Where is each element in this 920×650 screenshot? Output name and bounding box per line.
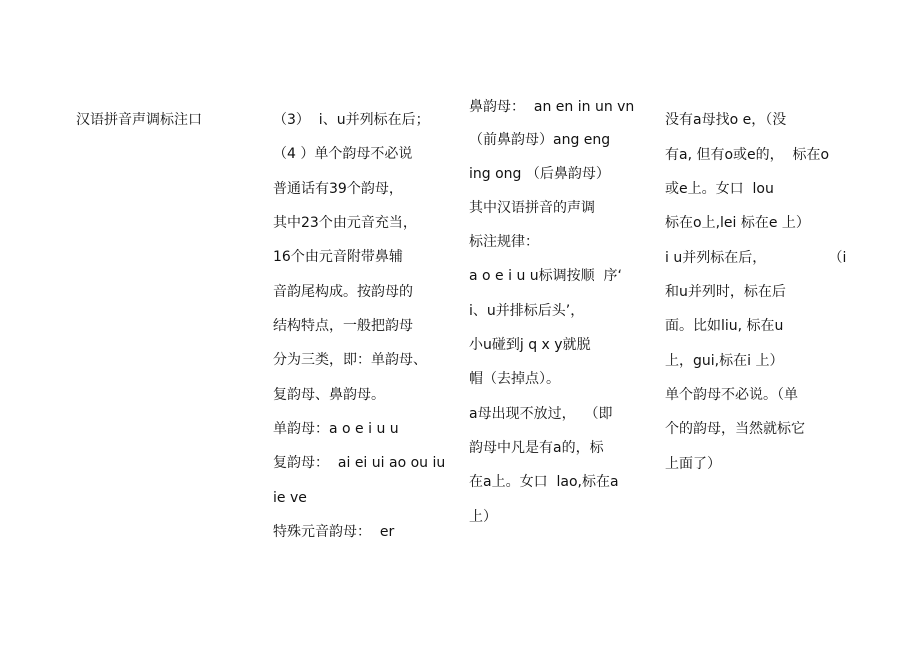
text-line: 在a上。女口 lao,标在a bbox=[469, 474, 619, 490]
text-line: 上） bbox=[469, 509, 497, 525]
text-line: （前鼻韵母）ang eng bbox=[469, 132, 611, 148]
document-title: 汉语拼音声调标注口 bbox=[76, 112, 202, 128]
text-line: （3） i、u并列标在后； bbox=[273, 112, 430, 128]
text-line: 复韵母： ai ei ui ao ou iu bbox=[273, 455, 446, 471]
text-line: 其中23个由元音充当， bbox=[273, 215, 417, 231]
text-line: ing ong （后鼻韵母） bbox=[469, 166, 610, 182]
text-line: 个的韵母，当然就标它 bbox=[665, 421, 805, 437]
text-line: 标在o上,lei 标在e 上） bbox=[665, 215, 810, 231]
text-line: 韵母中凡是有a的，标 bbox=[469, 440, 604, 456]
text-line: 单个韵母不必说。（单 bbox=[665, 387, 798, 403]
text-line: 小u碰到j q x y就脱 bbox=[469, 337, 591, 353]
text-line: ie ve bbox=[273, 490, 307, 506]
text-line: i、u并排标后头’， bbox=[469, 303, 585, 319]
text-line: 和u并列时，标在后 bbox=[665, 284, 786, 300]
text-line: 有a, 但有o或e的， 标在o bbox=[665, 147, 830, 163]
text-line: 结构特点，一般把韵母 bbox=[273, 318, 413, 334]
text-line: i u并列标在后， （i bbox=[665, 250, 847, 266]
text-line: 分为三类，即：单韵母、 bbox=[273, 352, 427, 368]
text-line: 没有a母找o e，（没 bbox=[665, 112, 787, 128]
text-line: （4 ）单个韵母不必说 bbox=[273, 146, 413, 162]
text-line: 鼻韵母： an en in un vn bbox=[469, 99, 635, 115]
text-line: 特殊元音韵母： er bbox=[273, 524, 395, 540]
text-line: 单韵母：a o e i u u bbox=[273, 421, 399, 437]
text-line: 上面了） bbox=[665, 456, 721, 472]
text-line: a母出现不放过， （即 bbox=[469, 406, 613, 422]
text-line: 普通话有39个韵母， bbox=[273, 181, 403, 197]
text-line: 其中汉语拼音的声调 bbox=[469, 200, 595, 216]
text-line: 复韵母、鼻韵母。 bbox=[273, 387, 385, 403]
text-line: 音韵尾构成。按韵母的 bbox=[273, 284, 413, 300]
text-line: 或e上。女口 lou bbox=[665, 181, 774, 197]
text-line: 帽（去掉点）。 bbox=[469, 371, 560, 387]
text-line: 面。比如liu, 标在u bbox=[665, 318, 784, 334]
text-line: 上，gui,标在i 上） bbox=[665, 353, 784, 369]
text-line: 标注规律： bbox=[469, 234, 539, 250]
text-line: 16个由元音附带鼻辅 bbox=[273, 249, 403, 265]
text-line: a o e i u u标调按顺 序‘ bbox=[469, 268, 622, 284]
